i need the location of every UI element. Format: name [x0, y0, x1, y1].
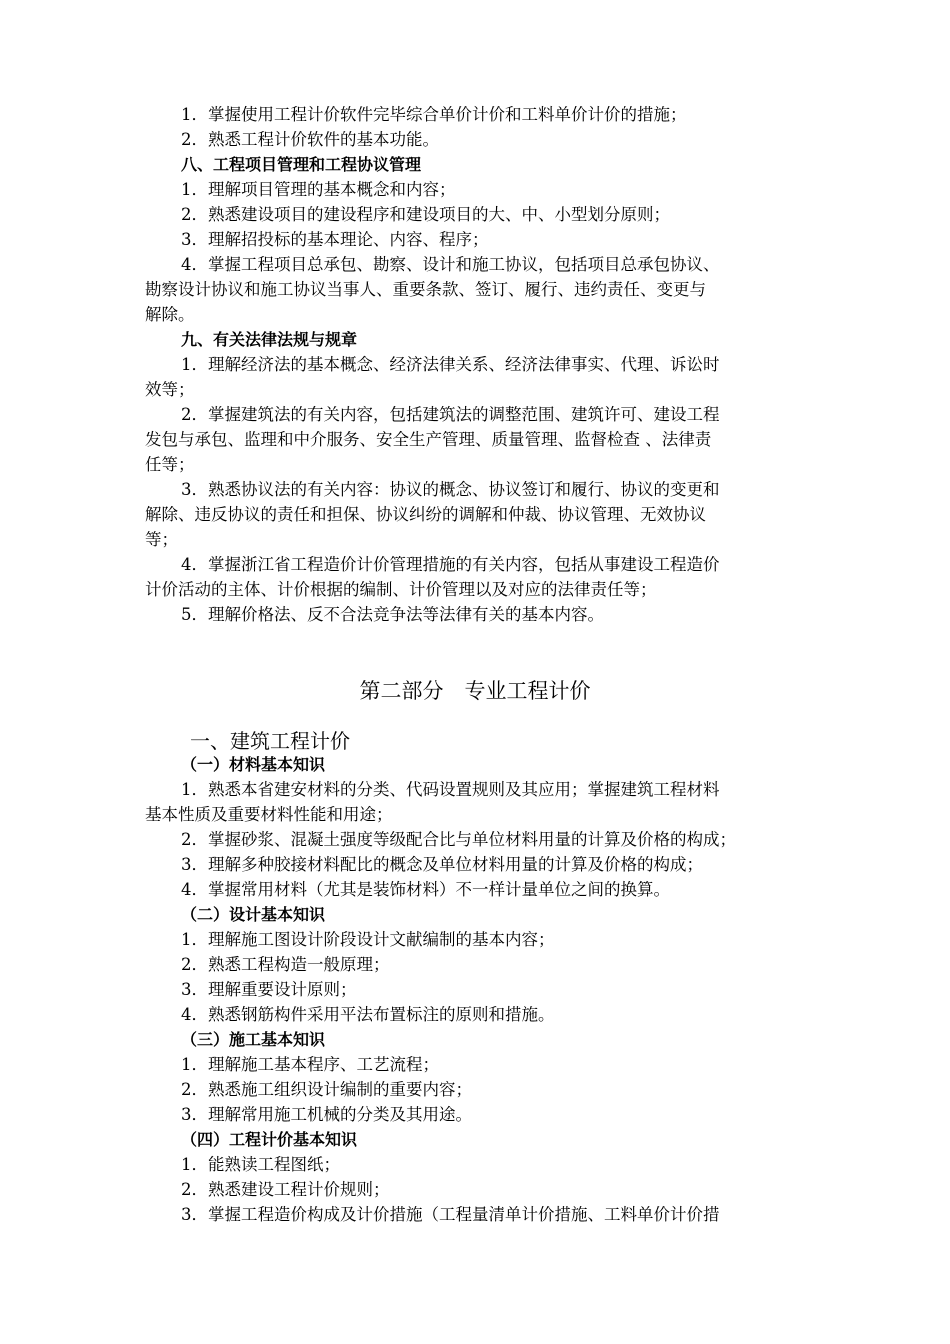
item-2-building-law-line3: 任等； [145, 455, 195, 474]
item-2-construction-procedure: 2．熟悉建设项目的建设程序和建设项目的大、中、小型划分原则； [181, 205, 670, 224]
chapter-building-pricing: 一、建筑工程计价 [190, 729, 350, 753]
item-1-project-management: 1．理解项目管理的基本概念和内容； [181, 180, 456, 199]
item-4-unit-conversion: 4．掌握常用材料（尤其是装饰材料）不一样计量单位之间的换算。 [181, 880, 670, 899]
subsection-pricing-basics: （四）工程计价基本知识 [181, 1130, 358, 1149]
item-4-contracts-line3: 解除。 [145, 305, 195, 324]
item-2-building-law-line2: 发包与承包、监理和中介服务、安全生产管理、质量管理、监督检查 、法律责 [145, 430, 712, 449]
item-1-materials-line1: 1．熟悉本省建安材料的分类、代码设置规则及其应用；掌握建筑工程材料 [181, 780, 720, 799]
item-1-read-drawings: 1．能熟读工程图纸； [181, 1155, 340, 1174]
item-3-bidding: 3．理解招投标的基本理论、内容、程序； [181, 230, 489, 249]
item-3-binding-materials: 3．理解多种胶接材料配比的概念及单位材料用量的计算及价格的构成； [181, 855, 703, 874]
section-heading-9: 九、有关法律法规与规章 [181, 330, 358, 349]
item-2-mortar-concrete: 2．掌握砂浆、混凝土强度等级配合比与单位材料用量的计算及价格的构成； [181, 830, 736, 849]
item-3-cost-composition: 3．掌握工程造价构成及计价措施（工程量清单计价措施、工料单价计价措 [181, 1205, 720, 1224]
item-3-contract-law-line2: 解除、违反协议的责任和担保、协议纠纷的调解和仲裁、协议管理、无效协议 [145, 505, 706, 524]
item-3-contract-law-line1: 3．熟悉协议法的有关内容：协议的概念、协议签订和履行、协议的变更和 [181, 480, 720, 499]
item-1-economic-law-line1: 1．理解经济法的基本概念、经济法律关系、经济法律事实、代理、诉讼时 [181, 355, 720, 374]
item-2-structure-principles: 2．熟悉工程构造一般原理； [181, 955, 390, 974]
item-1-design-documents: 1．理解施工图设计阶段设计文献编制的基本内容； [181, 930, 555, 949]
subsection-design: （二）设计基本知识 [181, 905, 326, 924]
item-3-contract-law-line3: 等； [145, 530, 178, 549]
item-2-software-functions: 2．熟悉工程计价软件的基本功能。 [181, 130, 439, 149]
item-4-contracts-line2: 勘察设计协议和施工协议当事人、重要条款、签订、履行、违约责任、变更与 [145, 280, 706, 299]
item-4-rebar-notation: 4．熟悉钢筋构件采用平法布置标注的原则和措施。 [181, 1005, 555, 1024]
item-5-price-law: 5．理解价格法、反不合法竞争法等法律有关的基本内容。 [181, 605, 604, 624]
item-4-zhejiang-rules-line2: 计价活动的主体、计价根据的编制、计价管理以及对应的法律责任等； [145, 580, 657, 599]
item-2-pricing-rules: 2．熟悉建设工程计价规则； [181, 1180, 390, 1199]
item-4-zhejiang-rules-line1: 4．掌握浙江省工程造价计价管理措施的有关内容，包括从事建设工程造价 [181, 555, 720, 574]
item-1-construction-procedure: 1．理解施工基本程序、工艺流程； [181, 1055, 439, 1074]
item-2-building-law-line1: 2．掌握建筑法的有关内容，包括建筑法的调整范围、建筑许可、建设工程 [181, 405, 720, 424]
section-heading-8: 八、工程项目管理和工程协议管理 [181, 155, 422, 174]
subsection-materials: （一）材料基本知识 [181, 755, 326, 774]
subsection-construction: （三）施工基本知识 [181, 1030, 326, 1049]
item-1-software-methods: 1．掌握使用工程计价软件完毕综合单价计价和工料单价计价的措施； [181, 105, 687, 124]
item-1-economic-law-line2: 效等； [145, 380, 195, 399]
item-3-design-principles: 3．理解重要设计原则； [181, 980, 357, 999]
item-2-construction-organization: 2．熟悉施工组织设计编制的重要内容； [181, 1080, 472, 1099]
item-4-contracts-line1: 4．掌握工程项目总承包、勘察、设计和施工协议，包括项目总承包协议、 [181, 255, 720, 274]
part-two-title: 第二部分 专业工程计价 [359, 679, 591, 703]
item-3-construction-machinery: 3．理解常用施工机械的分类及其用途。 [181, 1105, 472, 1124]
item-1-materials-line2: 基本性质及重要材料性能和用途； [145, 805, 393, 824]
